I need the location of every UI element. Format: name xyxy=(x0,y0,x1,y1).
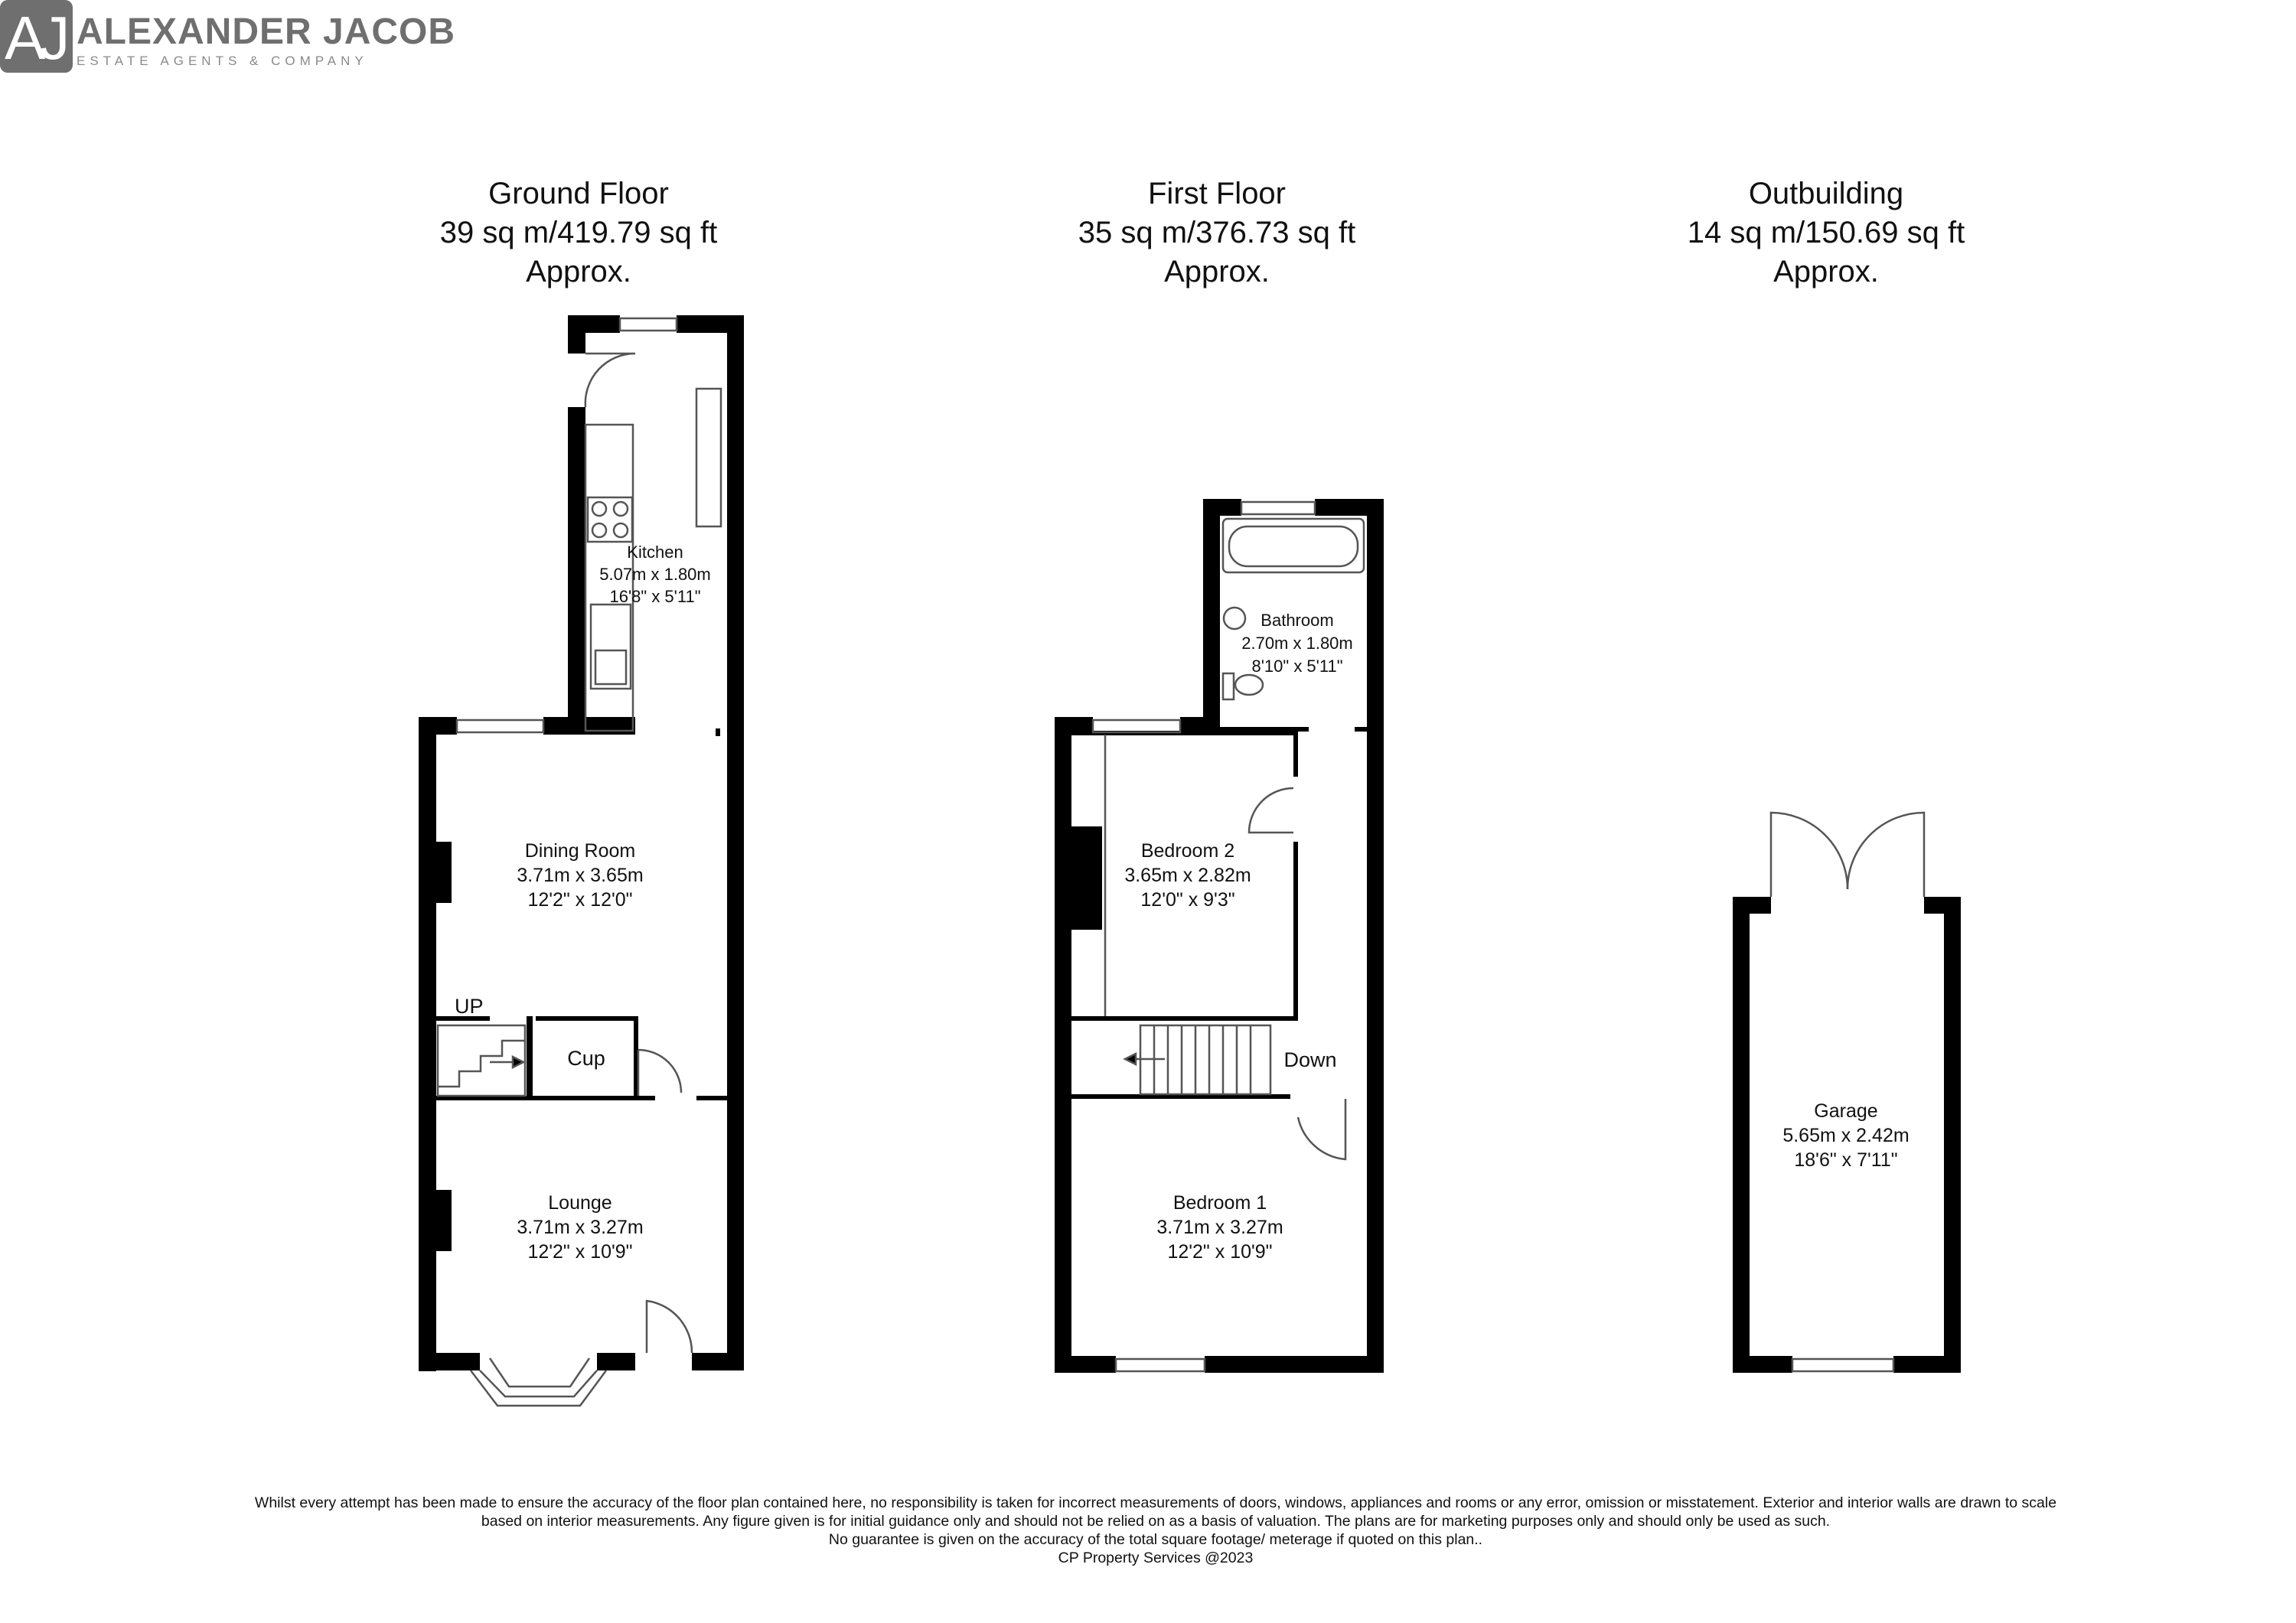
floor-area: 39 sq m/419.79 sq ft xyxy=(439,216,718,249)
floor-approx: Approx. xyxy=(1773,255,1879,288)
wall xyxy=(1203,499,1220,728)
hob-ring xyxy=(592,523,606,537)
toilet-icon xyxy=(1235,675,1263,695)
outbuilding-fixtures xyxy=(1771,813,1924,1371)
disclaimer-line: No guarantee is given on the accuracy of the total square footage/ meterage if quoted on this plan.. xyxy=(828,1531,1483,1548)
wall xyxy=(419,1353,480,1370)
door-swing xyxy=(1298,1099,1345,1159)
window xyxy=(457,720,543,732)
room-metric: 3.65m x 2.82m xyxy=(1124,865,1251,886)
wall xyxy=(568,407,585,735)
stairs-up-label: UP xyxy=(455,995,484,1018)
window xyxy=(1241,502,1315,514)
wall xyxy=(1203,499,1241,516)
room-imperial: 12'2" x 10'9" xyxy=(527,1241,633,1263)
basin-icon xyxy=(1224,608,1245,629)
door-swing-right xyxy=(1848,813,1924,897)
room-metric: 5.65m x 2.42m xyxy=(1782,1125,1910,1146)
room-metric: 5.07m x 1.80m xyxy=(599,565,711,584)
wall xyxy=(1893,1356,1961,1373)
room-label-bedroom1 xyxy=(1156,1192,1283,1263)
wall xyxy=(1367,499,1384,1373)
floor-area: 35 sq m/376.73 sq ft xyxy=(1078,216,1356,249)
cupboard-label: Cup xyxy=(567,1047,605,1070)
wall xyxy=(1944,897,1961,1373)
door-swing xyxy=(1249,788,1293,833)
wall xyxy=(1055,717,1071,1373)
disclaimer-line: based on interior measurements. Any figure given is for initial guidance only and should not be relied on as a basis of valuation. The plans are for marketing purposes only and should only be used as such. xyxy=(481,1513,1831,1530)
floor-approx: Approx. xyxy=(1164,255,1270,288)
toilet-cistern xyxy=(1223,673,1234,699)
wall xyxy=(692,1353,744,1370)
room-label-dining xyxy=(517,840,643,911)
room-label-bathroom xyxy=(1241,611,1353,676)
room-label-kitchen xyxy=(599,543,711,606)
wall xyxy=(419,717,457,735)
door-swing-left xyxy=(1771,813,1848,897)
room-metric: 3.71m x 3.27m xyxy=(517,1217,644,1238)
partition xyxy=(1355,727,1367,732)
stair-arrow-head xyxy=(1125,1054,1136,1064)
room-name: Bedroom 2 xyxy=(1140,840,1235,862)
floor-title: Ground Floor xyxy=(488,177,669,210)
bath-basin xyxy=(1229,526,1358,566)
wall xyxy=(597,1353,635,1370)
room-label-bedroom2 xyxy=(1124,840,1251,911)
room-imperial: 16'8" x 5'11" xyxy=(609,587,701,606)
chimney-breast xyxy=(436,1190,452,1251)
wall xyxy=(1205,1356,1384,1373)
wall xyxy=(727,315,744,1370)
kitchen-unit xyxy=(696,389,721,526)
floor-title: First Floor xyxy=(1148,177,1286,210)
chimney-breast xyxy=(436,842,452,903)
partition xyxy=(527,1016,533,1100)
room-imperial: 18'6" x 7'11" xyxy=(1794,1149,1898,1171)
window xyxy=(1116,1359,1205,1371)
wall xyxy=(1733,1356,1792,1373)
door-swing xyxy=(647,1301,692,1353)
partition xyxy=(1071,1016,1298,1021)
window xyxy=(620,318,677,331)
door-swing xyxy=(638,1050,681,1093)
wall xyxy=(543,717,635,735)
room-metric: 3.71m x 3.65m xyxy=(517,865,644,886)
chimney-breast xyxy=(1071,826,1102,930)
hob-ring xyxy=(614,523,628,537)
stair-treads xyxy=(1154,1025,1251,1094)
logo-monogram: AJ xyxy=(5,4,64,72)
room-label-garage xyxy=(1782,1100,1909,1171)
wall xyxy=(419,717,436,1371)
wall xyxy=(1733,897,1771,914)
room-metric: 3.71m x 3.27m xyxy=(1156,1217,1283,1238)
wall xyxy=(568,315,620,333)
room-name: Lounge xyxy=(548,1192,612,1214)
room-imperial: 8'10" x 5'11" xyxy=(1251,657,1343,676)
room-imperial: 12'0" x 9'3" xyxy=(1140,889,1235,911)
hob-ring xyxy=(592,502,606,516)
logo-name: ALEXANDER JACOB xyxy=(77,11,456,52)
partition xyxy=(638,1096,655,1100)
sink-icon xyxy=(591,605,631,689)
bay-window-outer xyxy=(471,1370,606,1406)
stair-arrow-head xyxy=(513,1057,523,1067)
partition xyxy=(1293,842,1298,1016)
floor-area: 14 sq m/150.69 sq ft xyxy=(1687,216,1965,249)
room-name: Bedroom 1 xyxy=(1172,1192,1267,1214)
stairs-down-label: Down xyxy=(1283,1048,1337,1071)
hob-ring xyxy=(614,502,628,516)
room-label-lounge xyxy=(517,1192,643,1263)
room-imperial: 12'2" x 12'0" xyxy=(527,889,633,911)
sink-bowl xyxy=(595,650,626,684)
room-name: Dining Room xyxy=(524,840,636,862)
room-imperial: 12'2" x 10'9" xyxy=(1167,1241,1273,1263)
partition xyxy=(1293,731,1298,777)
logo-tagline: ESTATE AGENTS & COMPANY xyxy=(77,54,368,68)
disclaimer-line: Whilst every attempt has been made to ensure the accuracy of the floor plan contained here, no responsibility is taken for incorrect measurements of doors, windows, appliances and rooms or any error, omission or misstatement. Exterior and interior walls are drawn to scale xyxy=(254,1494,2057,1511)
disclaimer xyxy=(107,1494,2204,1567)
room-name: Kitchen xyxy=(627,543,683,562)
window xyxy=(1093,720,1180,732)
partition xyxy=(696,1096,727,1100)
copyright-line: CP Property Services @2023 xyxy=(1058,1550,1254,1566)
bay-window-inner xyxy=(490,1358,589,1387)
wall xyxy=(1055,1356,1116,1373)
room-metric: 2.70m x 1.80m xyxy=(1241,634,1353,653)
window xyxy=(1792,1359,1893,1371)
room-name: Garage xyxy=(1814,1100,1878,1122)
partition xyxy=(536,1016,638,1021)
room-name: Bathroom xyxy=(1261,611,1334,630)
wall xyxy=(1733,897,1750,1373)
floor-title: Outbuilding xyxy=(1748,177,1904,210)
floor-approx: Approx. xyxy=(526,255,631,288)
partition xyxy=(716,728,720,736)
door-swing xyxy=(585,354,635,407)
